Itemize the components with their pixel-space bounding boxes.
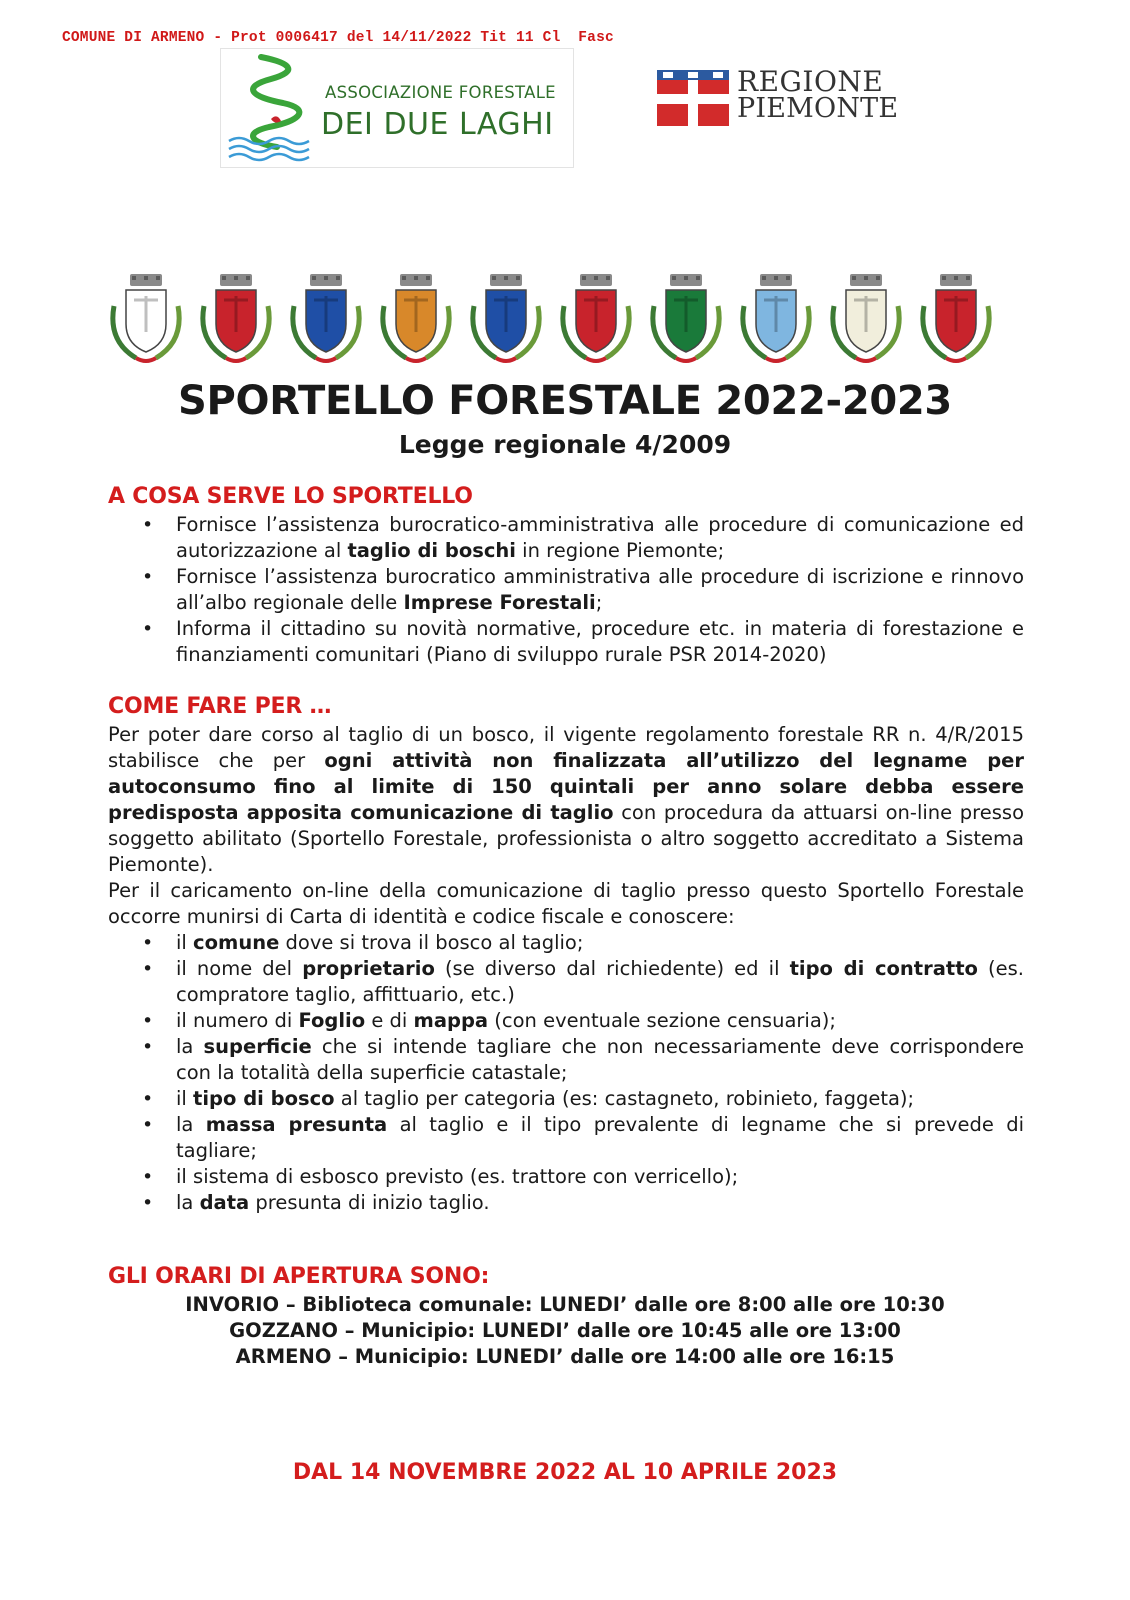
bullet-icon: •	[142, 1010, 154, 1032]
regione-label-line1: REGIONE	[737, 65, 884, 98]
list-item: • il tipo di bosco al taglio per categoria (es: castagneto, robinieto, faggeta);	[142, 1087, 915, 1110]
bullet-icon: •	[142, 566, 154, 588]
associazione-name-line2: DEI DUE LAGHI	[321, 107, 554, 142]
list-item: • la massa presunta al taglio e il tipo prevalente di legname che si prevede di tagliare;	[142, 1113, 1024, 1162]
service-period: DAL 14 NOVEMBRE 2022 AL 10 APRILE 2023	[292, 1460, 838, 1485]
bullet-icon: •	[142, 932, 154, 954]
tree-wave-icon	[221, 49, 331, 167]
bullet-icon: •	[142, 1114, 154, 1136]
list-item: • la data presunta di inizio taglio.	[142, 1191, 490, 1214]
list-item: • il numero di Foglio e di mappa (con eventuale sezione censuaria);	[142, 1009, 836, 1032]
section-heading-how-to: COME FARE PER …	[108, 694, 332, 719]
bullet-icon: •	[142, 1036, 154, 1058]
list-item: • Informa il cittadino su novità normative, procedure etc. in materia di forestazione e finanziamenti comunitari (Piano di sviluppo rurale PSR 2014-2020)	[142, 617, 1024, 666]
municipal-crest-icon	[286, 272, 366, 368]
page-title: SPORTELLO FORESTALE 2022-2023	[178, 378, 952, 424]
page-subtitle: Legge regionale 4/2009	[398, 430, 732, 459]
bullet-icon: •	[142, 1088, 154, 1110]
hours-line-invorio: INVORIO – Biblioteca comunale: LUNEDI’ dalle ore 8:00 alle ore 10:30	[185, 1293, 945, 1316]
bullet-icon: •	[142, 1192, 154, 1214]
list-item: • il sistema di esbosco previsto (es. trattore con verricello);	[142, 1165, 739, 1188]
hours-line-gozzano: GOZZANO – Municipio: LUNEDI’ dalle ore 10:45 alle ore 13:00	[229, 1319, 901, 1342]
protocol-header: COMUNE DI ARMENO - Prot 0006417 del 14/11/2022 Tit 11 Cl Fasc	[62, 30, 614, 46]
list-item: • il comune dove si trova il bosco al taglio;	[142, 931, 584, 954]
municipal-crest-icon	[466, 272, 546, 368]
list-item: • Fornisce l’assistenza burocratico amministrativa alle procedure di iscrizione e rinnovo all’albo regionale delle Imprese Forestali;	[142, 565, 1024, 614]
section-heading-opening-hours: GLI ORARI DI APERTURA SONO:	[108, 1264, 490, 1289]
list-item: • la superficie che si intende tagliare che non necessariamente deve corrispondere con la totalità della superficie catastale;	[142, 1035, 1024, 1084]
municipal-crest-icon	[556, 272, 636, 368]
bullet-icon: •	[142, 958, 154, 980]
list-item: • il nome del proprietario (se diverso dal richiedente) ed il tipo di contratto (es. compratore taglio, affittuario, etc.)	[142, 957, 1024, 1006]
associazione-name-line1: ASSOCIAZIONE FORESTALE	[325, 83, 556, 103]
bullet-icon: •	[142, 514, 154, 536]
municipal-crest-icon	[736, 272, 816, 368]
regione-piemonte-emblem-icon	[657, 70, 729, 126]
requirements-list	[140, 930, 1024, 1216]
purpose-list	[140, 512, 1024, 668]
municipal-crest-icon	[196, 272, 276, 368]
regione-label-line2: PIEMONTE	[737, 93, 899, 124]
municipal-crest-icon	[106, 272, 186, 368]
section-heading-purpose: A COSA SERVE LO SPORTELLO	[108, 484, 473, 509]
list-item: • Fornisce l’assistenza burocratico-amministrativa alle procedure di comunicazione ed autorizzazione al taglio di boschi in regione Piemonte;	[142, 513, 1024, 562]
municipal-crest-icon	[826, 272, 906, 368]
municipal-crest-icon	[376, 272, 456, 368]
regione-piemonte-logo	[657, 65, 899, 130]
how-to-paragraph: Per poter dare corso al taglio di un bosco, il vigente regolamento forestale RR n. 4/R/2015 stabilisce che per ogni attività non finalizzata all’utilizzo del legname per autoconsumo fino al limite di 150 quintali per anno solare debba essere predisposta apposita comunicazione di taglio con procedura da attuarsi on-line presso soggetto abilitato (Sportello Forestale, professionista o altro soggetto accreditato a Sistema Piemonte).	[108, 723, 1025, 876]
requirements-intro: Per il caricamento on-line della comunicazione di taglio presso questo Sportello Forestale occorre munirsi di Carta di identità e codice fiscale e conoscere:	[108, 879, 1024, 928]
associazione-forestale-logo	[220, 48, 574, 168]
bullet-icon: •	[142, 618, 154, 640]
municipal-crest-icon	[916, 272, 996, 368]
municipal-crest-icon	[646, 272, 726, 368]
bullet-icon: •	[142, 1166, 154, 1188]
municipal-crests-row	[106, 272, 1006, 372]
hours-line-armeno: ARMENO – Municipio: LUNEDI’ dalle ore 14:00 alle ore 16:15	[235, 1345, 895, 1368]
